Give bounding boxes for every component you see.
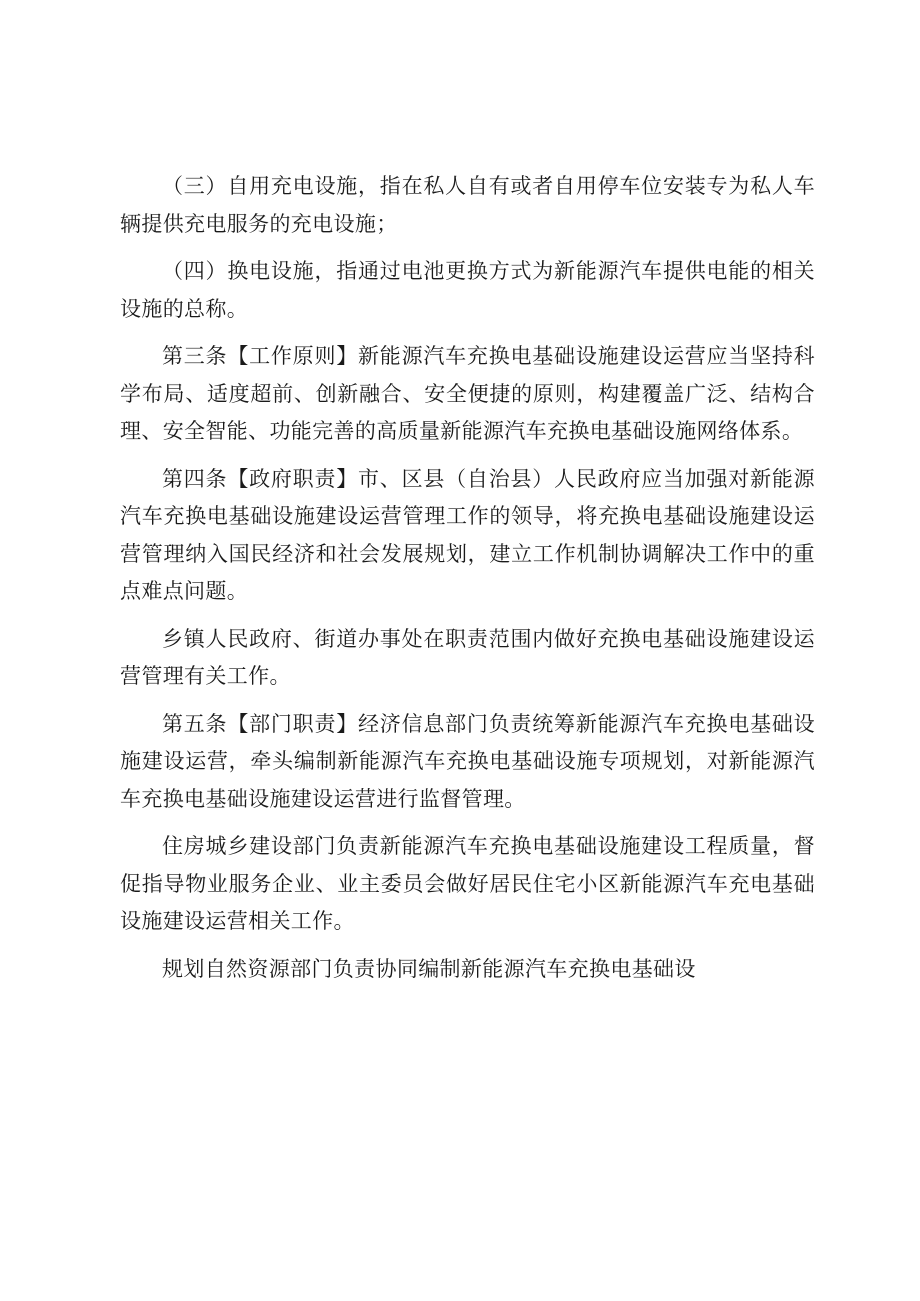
article-5-department-duties: 第五条【部门职责】经济信息部门负责统筹新能源汽车充换电基础设施建设运营，牵头编制新能源汽车充换电基础设施专项规划，对新能源汽车充换电基础设施建设运营进行监督管理。: [120, 711, 815, 811]
article-3-work-principles: 第三条【工作原则】新能源汽车充换电基础设施建设运营应当坚持科学布局、适度超前、创新融合、安全便捷的原则，构建覆盖广泛、结构合理、安全智能、功能完善的高质量新能源汽车充换电基础设施网络体系。: [120, 344, 815, 443]
article-4-government-duties: 第四条【政府职责】市、区县（自治县）人民政府应当加强对新能源汽车充换电基础设施建设运营管理工作的领导，将充换电基础设施建设运营管理纳入国民经济和社会发展规划，建立工作机制协调解决工作中的重点难点问题。: [120, 466, 815, 603]
document-body: [120, 168, 815, 998]
paragraph-item-3: （三）自用充电设施，指在私人自有或者自用停车位安装专为私人车辆提供充电服务的充电设施；: [120, 174, 815, 236]
township-duties-paragraph: 乡镇人民政府、街道办事处在职责范围内做好充换电基础设施建设运营管理有关工作。: [120, 626, 815, 688]
paragraph-item-4: （四）换电设施，指通过电池更换方式为新能源汽车提供电能的相关设施的总称。: [120, 259, 815, 321]
housing-department-paragraph: 住房城乡建设部门负责新能源汽车充换电基础设施建设工程质量，督促指导物业服务企业、业主委员会做好居民住宅小区新能源汽车充电基础设施建设运营相关工作。: [120, 834, 815, 933]
planning-department-paragraph: 规划自然资源部门负责协同编制新能源汽车充换电基础设: [162, 956, 696, 981]
